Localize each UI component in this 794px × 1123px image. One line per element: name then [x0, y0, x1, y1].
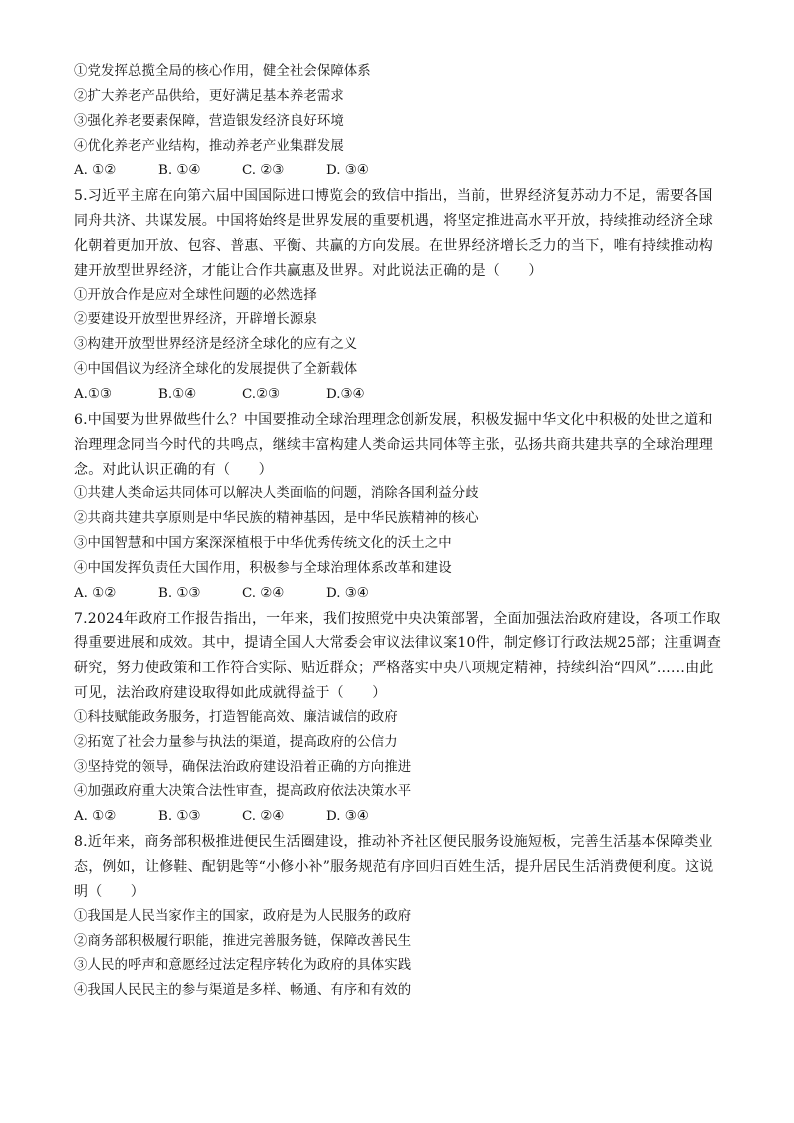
option-c: C. ②③: [242, 163, 285, 179]
answer-options: [74, 805, 724, 830]
option-b: B.①④: [158, 386, 197, 402]
option-d: D. ③④: [326, 163, 369, 179]
question-7: [74, 607, 724, 831]
choice-item: ②商务部积极履行职能，推进完善服务链，保障改善民生: [74, 933, 412, 949]
answer-options: [74, 159, 724, 184]
option-a: A. ①②: [74, 809, 117, 825]
choice-item: ②要建设开放型世界经济，开辟增长源泉: [74, 312, 317, 328]
choice-item: ③人民的呼声和意愿经过法定程序转化为政府的具体实践: [74, 958, 412, 974]
question-stem: 8.近年来，商务部积极推进便民生活圈建设，推动补齐社区便民服务设施短板，完善生活基本保障类业态，例如，让修鞋、配钥匙等“小修小补”服务规范有序回归百姓生活，提升居民生活消费便利度。这说明（ ）: [74, 834, 714, 900]
exam-page: [74, 60, 724, 1004]
choice-item: ②扩大养老产品供给，更好满足基本养老需求: [74, 88, 344, 104]
option-a: A.①③: [74, 386, 112, 402]
option-c: C.②③: [242, 386, 281, 402]
choice-item: ①我国是人民当家作主的国家，政府是为人民服务的政府: [74, 908, 412, 924]
answer-options: [74, 582, 724, 607]
option-d: D. ③④: [326, 585, 369, 601]
option-c: C. ②④: [242, 585, 285, 601]
question-4: [74, 60, 724, 184]
question-stem: 7.2024年政府工作报告指出，一年来，我们按照党中央决策部署，全面加强法治政府建设，各项工作取得重要进展和成效。其中，提请全国人大常委会审议法律议案10件，制定修订行政法规25部；注重调查研究，努力使政策和工作符合实际、贴近群众；严格落实中央八项规定精神，持续纠治“四风”……由此可见，法治政府建设取得如此成就得益于（ ）: [74, 610, 722, 702]
choice-item: ④中国倡议为经济全球化的发展提供了全新载体: [74, 362, 358, 378]
choice-item: ①党发挥总揽全局的核心作用，健全社会保障体系: [74, 64, 371, 79]
option-b: B. ①③: [158, 809, 201, 825]
choice-item: ①开放合作是应对全球性问题的必然选择: [74, 287, 317, 303]
choice-item: ②共商共建共享原则是中华民族的精神基因，是中华民族精神的核心: [74, 511, 479, 527]
question-stem: 5.习近平主席在向第六届中国国际进口博览会的致信中指出，当前，世界经济复苏动力不足，需要各国同舟共济、共谋发展。中国将始终是世界发展的重要机遇，将坚定推进高水平开放，持续推动经济全球化朝着更加开放、包容、普惠、平衡、共赢的方向发展。在世界经济增长乏力的当下，唯有持续推动构建开放型世界经济，才能让合作共赢惠及世界。对此说法正确的是（ ）: [74, 188, 713, 279]
option-a: A. ①②: [74, 163, 117, 179]
option-b: B. ①③: [158, 585, 201, 601]
choice-item: ④我国人民民主的参与渠道是多样、畅通、有序和有效的: [74, 983, 412, 999]
question-5: [74, 184, 724, 408]
question-stem: 6.中国要为世界做些什么？中国要推动全球治理理念创新发展，积极发掘中华文化中积极的处世之道和治理理念同当今时代的共鸣点，继续丰富构建人类命运共同体等主张，弘扬共商共建共享的全球治理理念。对此认识正确的有（ ）: [74, 411, 713, 478]
choice-item: ③坚持党的领导，确保法治政府建设沿着正确的方向推进: [74, 759, 412, 775]
choice-item: ③构建开放型世界经济是经济全球化的应有之义: [74, 337, 358, 353]
option-c: C. ②④: [242, 809, 285, 825]
choice-item: ④加强政府重大决策合法性审查，提高政府依法决策水平: [74, 784, 412, 800]
choice-item: ③中国智慧和中国方案深深植根于中华优秀传统文化的沃土之中: [74, 536, 452, 552]
choice-item: ①共建人类命运共同体可以解决人类面临的问题，消除各国利益分歧: [74, 486, 479, 502]
option-b: B. ①④: [158, 163, 201, 179]
option-d: D. ③④: [326, 809, 369, 825]
choice-item: ④优化养老产业结构，推动养老产业集群发展: [74, 138, 344, 154]
choice-item: ①科技赋能政务服务，打造智能高效、廉洁诚信的政府: [74, 709, 398, 725]
choice-item: ④中国发挥负责任大国作用，积极参与全球治理体系改革和建设: [74, 560, 452, 576]
question-6: [74, 408, 724, 607]
answer-options: [74, 383, 724, 408]
option-a: A. ①②: [74, 585, 117, 601]
question-8: [74, 830, 724, 1004]
option-d: D.③④: [326, 386, 365, 402]
choice-item: ②拓宽了社会力量参与执法的渠道，提高政府的公信力: [74, 734, 398, 750]
choice-item: ③强化养老要素保障，营造银发经济良好环境: [74, 113, 344, 129]
